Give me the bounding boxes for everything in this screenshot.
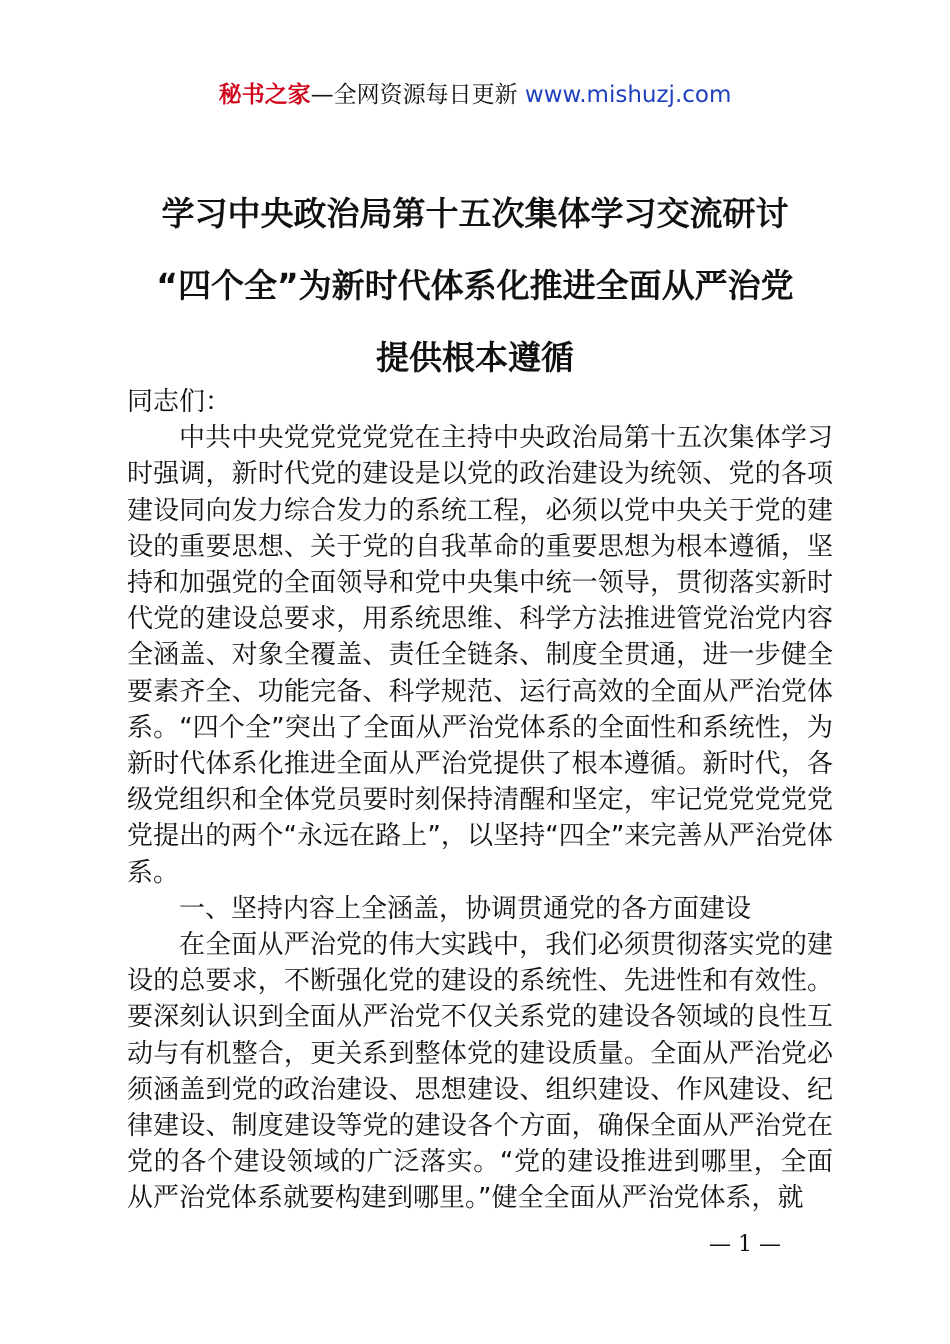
site-tagline: —全网资源每日更新	[310, 82, 525, 108]
paragraph-1: 中共中央党党党党党在主持中央政治局第十五次集体学习时强调，新时代党的建设是以党的政治建设为统领、党的各项建设同向发力综合发力的系统工程，必须以党中央关于党的建设的重要思想、关于党的自我革命的重要思想为根本遵循，坚持和加强党的全面领导和党中央集中统一领导，贯彻落实新时代党的建设总要求，用系统思维、科学方法推进管党治党内容全涵盖、对象全覆盖、责任全链条、制度全贯通，进一步健全要素齐全、功能完备、科学规范、运行高效的全面从严治党体系。“四个全”突出了全面从严治党体系的全面性和系统性，为新时代体系化推进全面从严治党提供了根本遵循。新时代，各级党组织和全体党员要时刻保持清醒和坚定，牢记党党党党党党提出的两个“永远在路上”，以坚持“四全”来完善从严治党体系。	[127, 423, 833, 888]
site-header	[0, 78, 950, 112]
greeting: 同志们：	[127, 387, 232, 417]
title-line-3: 提供根本遵循	[376, 338, 574, 377]
title-line-1: 学习中央政治局第十五次集体学习交流研讨	[161, 194, 789, 233]
site-url-link[interactable]: www.mishuzj.com	[524, 82, 732, 108]
paragraph-2: 在全面从严治党的伟大实践中，我们必须贯彻落实党的建设的总要求，不断强化党的建设的系统性、先进性和有效性。要深刻认识到全面从严治党不仅关系党的建设各领域的良性互动与有机整合，更关系到整体党的建设质量。全面从严治党必须涵盖到党的政治建设、思想建设、组织建设、作风建设、纪律建设、制度建设等党的建设各个方面，确保全面从严治党在党的各个建设领域的广泛落实。“党的建设推进到哪里，全面从严治党体系就要构建到哪里。”健全全面从严治党体系，就	[127, 930, 833, 1214]
document-title	[60, 178, 890, 394]
site-brand: 秘书之家	[218, 82, 311, 108]
page-number: — 1 —	[709, 1232, 781, 1257]
section-heading-1: 一、坚持内容上全涵盖，协调贯通党的各方面建设	[179, 893, 752, 924]
document-body	[127, 384, 833, 1217]
title-line-2: “四个全”为新时代体系化推进全面从严治党	[156, 266, 794, 305]
